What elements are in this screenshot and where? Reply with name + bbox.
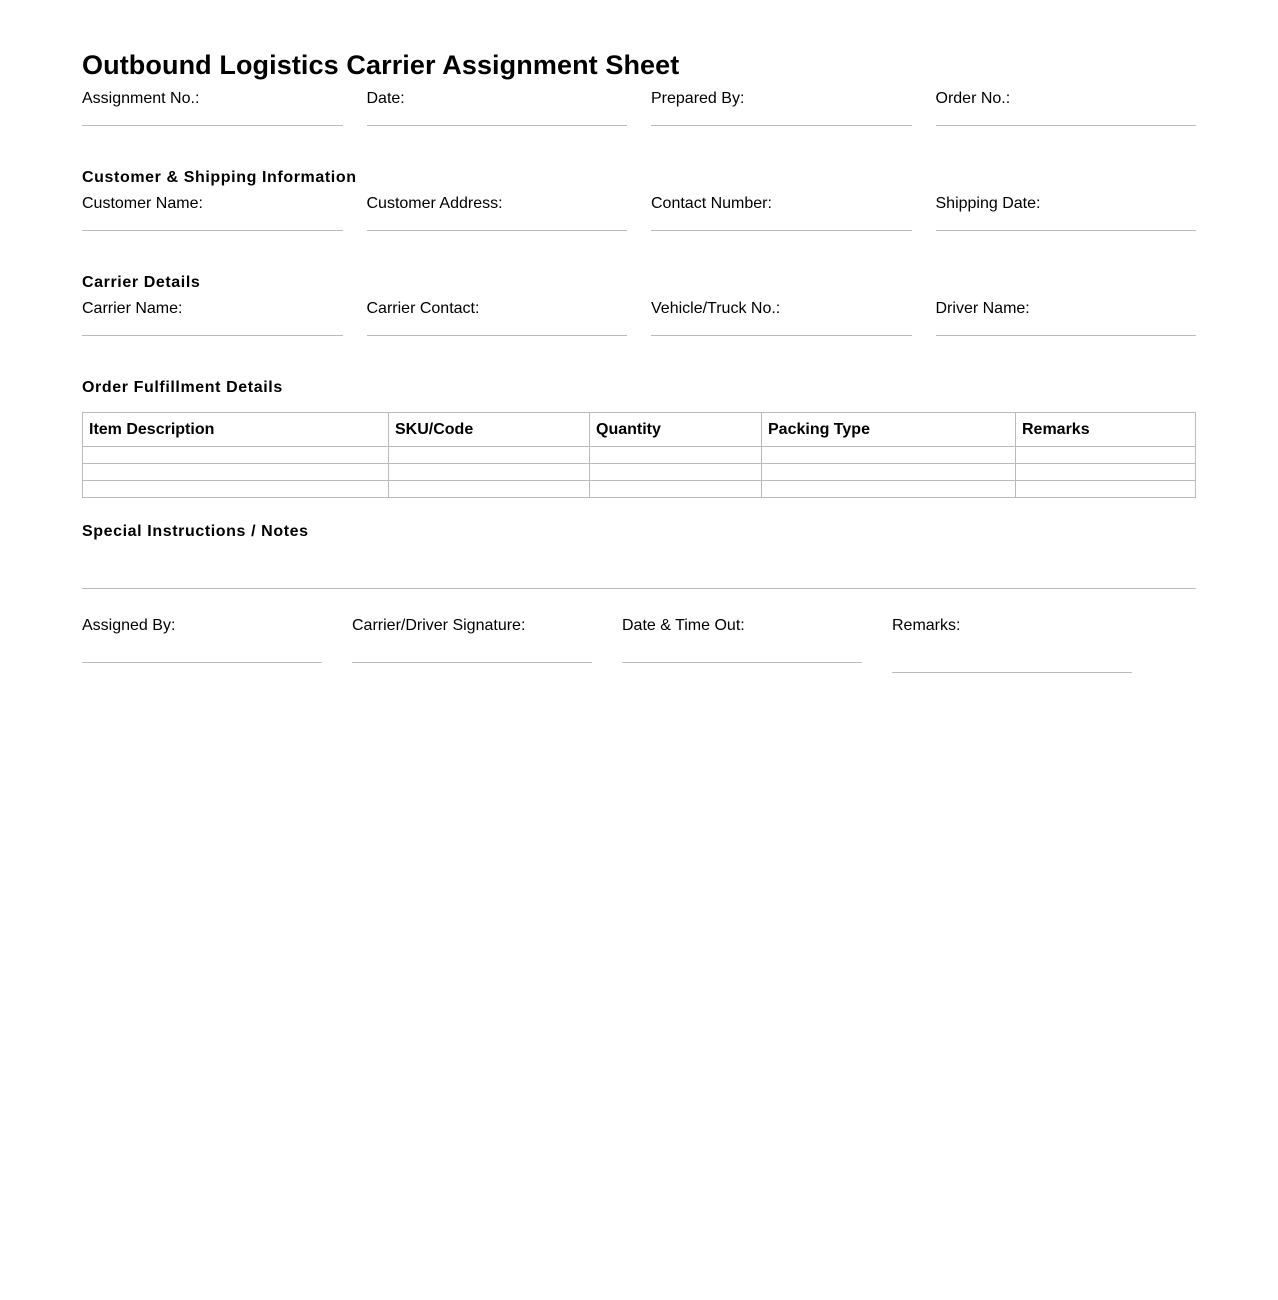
shipping-date-input-line[interactable] bbox=[936, 230, 1197, 231]
field-label: Date: bbox=[366, 90, 405, 107]
prepared-by-field[interactable] bbox=[651, 90, 912, 126]
carrier-contact-input-line[interactable] bbox=[367, 335, 628, 336]
table-cell[interactable] bbox=[83, 447, 389, 464]
assigned-by-input-line[interactable] bbox=[82, 662, 322, 663]
table-cell[interactable] bbox=[389, 481, 590, 498]
remarks-input-line[interactable] bbox=[892, 672, 1132, 673]
carrier-name-input-line[interactable] bbox=[82, 335, 343, 336]
field-label: Date & Time Out: bbox=[622, 617, 745, 634]
field-label: Carrier Name: bbox=[82, 300, 183, 317]
table-cell[interactable] bbox=[389, 447, 590, 464]
special-instructions-section bbox=[82, 522, 1196, 589]
table-cell[interactable] bbox=[1016, 481, 1196, 498]
column-header-item-description: Item Description bbox=[83, 413, 389, 447]
driver-name-field[interactable] bbox=[936, 300, 1197, 336]
page-title: Outbound Logistics Carrier Assignment Sheet bbox=[82, 50, 680, 80]
section-title: Special Instructions / Notes bbox=[82, 523, 309, 540]
table-cell[interactable] bbox=[83, 464, 389, 481]
section-title: Customer & Shipping Information bbox=[82, 169, 357, 186]
table-cell[interactable] bbox=[762, 447, 1016, 464]
carrier-assignment-sheet bbox=[82, 48, 1196, 673]
notes-input-line[interactable] bbox=[82, 588, 1196, 589]
section-title: Order Fulfillment Details bbox=[82, 379, 283, 396]
field-label: Prepared By: bbox=[651, 90, 745, 107]
assignment-no-field[interactable] bbox=[82, 90, 343, 126]
assignment-no-input-line[interactable] bbox=[82, 125, 343, 126]
vehicle-no-input-line[interactable] bbox=[651, 335, 912, 336]
signature-input-line[interactable] bbox=[352, 662, 592, 663]
field-label: Carrier/Driver Signature: bbox=[352, 617, 526, 634]
order-no-input-line[interactable] bbox=[936, 125, 1197, 126]
field-label: Shipping Date: bbox=[935, 195, 1041, 212]
field-label: Customer Name: bbox=[82, 195, 203, 212]
field-label: Customer Address: bbox=[366, 195, 503, 212]
vehicle-no-field[interactable] bbox=[651, 300, 912, 336]
field-label: Contact Number: bbox=[651, 195, 772, 212]
carrier-name-field[interactable] bbox=[82, 300, 343, 336]
section-title: Carrier Details bbox=[82, 274, 201, 291]
field-label: Vehicle/Truck No.: bbox=[651, 300, 781, 317]
carrier-details-section bbox=[82, 273, 1196, 336]
table-row bbox=[83, 447, 1196, 464]
field-label: Assignment No.: bbox=[82, 90, 200, 107]
table-cell[interactable] bbox=[762, 464, 1016, 481]
table-cell[interactable] bbox=[590, 464, 762, 481]
contact-number-field[interactable] bbox=[651, 195, 912, 231]
driver-name-input-line[interactable] bbox=[936, 335, 1197, 336]
date-time-out-field[interactable] bbox=[622, 617, 862, 673]
field-label: Carrier Contact: bbox=[366, 300, 480, 317]
customer-address-input-line[interactable] bbox=[367, 230, 628, 231]
date-input-line[interactable] bbox=[367, 125, 628, 126]
field-label: Driver Name: bbox=[935, 300, 1030, 317]
order-no-field[interactable] bbox=[936, 90, 1197, 126]
prepared-by-input-line[interactable] bbox=[651, 125, 912, 126]
customer-address-field[interactable] bbox=[367, 195, 628, 231]
carrier-driver-signature-field[interactable] bbox=[352, 617, 592, 673]
column-header-quantity: Quantity bbox=[590, 413, 762, 447]
column-header-remarks: Remarks bbox=[1016, 413, 1196, 447]
table-row bbox=[83, 481, 1196, 498]
carrier-contact-field[interactable] bbox=[367, 300, 628, 336]
table-cell[interactable] bbox=[1016, 447, 1196, 464]
customer-name-input-line[interactable] bbox=[82, 230, 343, 231]
table-row bbox=[83, 464, 1196, 481]
date-time-out-input-line[interactable] bbox=[622, 662, 862, 663]
field-label: Assigned By: bbox=[82, 617, 176, 634]
customer-shipping-section bbox=[82, 168, 1196, 231]
date-field[interactable] bbox=[367, 90, 628, 126]
column-header-packing-type: Packing Type bbox=[762, 413, 1016, 447]
table-cell[interactable] bbox=[83, 481, 389, 498]
order-fulfillment-section bbox=[82, 378, 1196, 498]
header-fields bbox=[82, 90, 1196, 126]
field-label: Order No.: bbox=[935, 90, 1011, 107]
assigned-by-field[interactable] bbox=[82, 617, 322, 673]
table-header-row bbox=[83, 413, 1196, 447]
signature-row bbox=[82, 617, 1196, 673]
customer-name-field[interactable] bbox=[82, 195, 343, 231]
shipping-date-field[interactable] bbox=[936, 195, 1197, 231]
column-header-sku: SKU/Code bbox=[389, 413, 590, 447]
table-cell[interactable] bbox=[590, 481, 762, 498]
order-items-table bbox=[82, 412, 1196, 498]
contact-number-input-line[interactable] bbox=[651, 230, 912, 231]
table-cell[interactable] bbox=[389, 464, 590, 481]
table-cell[interactable] bbox=[1016, 464, 1196, 481]
table-cell[interactable] bbox=[762, 481, 1016, 498]
remarks-field[interactable] bbox=[892, 617, 1132, 673]
table-cell[interactable] bbox=[590, 447, 762, 464]
field-label: Remarks: bbox=[892, 617, 961, 634]
